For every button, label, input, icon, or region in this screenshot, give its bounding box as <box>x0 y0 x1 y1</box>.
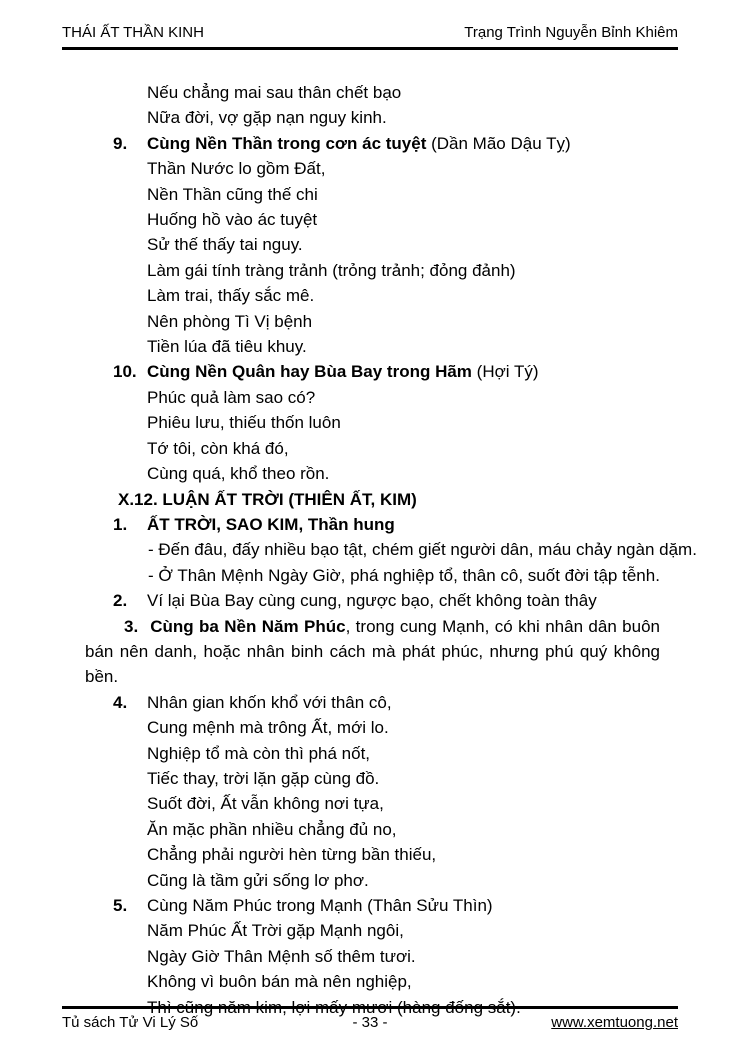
text-segment: Năm Phúc Ất Trời gặp Mạnh ngôi, <box>147 921 404 941</box>
text-line-item <box>113 893 660 918</box>
text-segment: Nếu chẳng mai sau thân chết bạo <box>147 83 402 102</box>
text-segment: (Dần Mão Dậu Tỵ) <box>426 133 571 153</box>
text-segment: Tớ tôi, còn khá đó, <box>147 438 289 458</box>
item-number: 2. <box>113 591 128 611</box>
text-segment: Không vì buôn bán mà nên nghiệp, <box>147 972 412 992</box>
text-line-sub <box>148 563 660 588</box>
text-segment: Thần Nước lo gồm Đất, <box>147 159 326 179</box>
text-line-poem <box>147 258 660 283</box>
text-line-para <box>85 614 660 690</box>
text-line-poem <box>147 283 660 308</box>
text-segment: Cung mệnh mà trông Ất, mới lo. <box>147 718 389 738</box>
text-segment: Cùng Nền Quân hay Bùa Bay trong Hãm <box>147 362 472 382</box>
text-segment: Ngày Giờ Thân Mệnh số thêm tươi. <box>147 946 416 966</box>
text-segment: Cũng là tầm gửi sống lơ phơ. <box>147 870 369 890</box>
text-line-item <box>113 690 660 715</box>
text-line-poem <box>147 436 660 461</box>
text-segment: Chẳng phải người hèn từng bần thiếu, <box>147 845 437 865</box>
text-segment: Làm gái tính tràng trảnh (trỏng trảnh; đỏng đảnh) <box>147 260 516 280</box>
page-header <box>62 24 678 50</box>
text-line-poem <box>147 410 660 435</box>
text-segment: - Ở Thân Mệnh Ngày Giờ, phá nghiệp tổ, thân cô, suốt đời tập tễnh. <box>148 565 660 585</box>
footer-series-title: Tủ sách Tử Vi Lý Số <box>62 1014 199 1031</box>
text-segment: ẤT TRỜI, SAO KIM, Thần hung <box>147 514 395 534</box>
text-segment: Cùng ba Nền Năm Phúc <box>150 616 346 636</box>
text-line-poem <box>147 334 660 359</box>
text-segment: Ăn mặc phần nhiều chẳng đủ no, <box>147 819 397 839</box>
item-number: 10. <box>113 362 137 382</box>
text-line-item <box>113 588 660 613</box>
document-body <box>85 80 697 1020</box>
footer-page-number: - 33 - <box>352 1014 388 1031</box>
header-book-title: THÁI ẤT THẦN KINH <box>62 24 204 41</box>
text-segment: (Hợi Tý) <box>471 362 539 382</box>
text-segment: Thì cũng năm kim, lợi mấy mươi (hàng đống sắt). <box>147 997 521 1017</box>
text-line-item <box>113 131 660 156</box>
text-line-sub <box>148 537 697 562</box>
text-line-item <box>113 359 660 384</box>
text-segment: Tiếc thay, trời lặn gặp cùng đồ. <box>147 768 380 788</box>
text-line-poem <box>147 791 660 816</box>
text-segment: , trong cung Mạnh, có khi nhân dân buôn bán nên danh, hoặc nhân binh cách mà phát phúc, nhưng phú quý không bền. <box>85 616 660 687</box>
text-line-poem <box>147 207 660 232</box>
text-line-poem <box>147 182 660 207</box>
item-number: 3. <box>124 616 139 636</box>
text-segment: Làm trai, thấy sắc mê. <box>147 286 315 306</box>
header-author: Trạng Trình Nguyễn Bỉnh Khiêm <box>464 24 678 41</box>
text-segment: Nhân gian khốn khổ với thân cô, <box>147 692 392 712</box>
text-line-poem <box>147 715 660 740</box>
footer-website-link[interactable]: www.xemtuong.net <box>551 1014 678 1031</box>
text-segment: Tiền lúa đã tiêu khuy. <box>147 337 307 357</box>
text-line-poem <box>147 80 660 105</box>
text-segment: Phúc quả làm sao có? <box>147 387 316 407</box>
text-segment: Nên phòng Tì Vị bệnh <box>147 311 313 331</box>
text-segment: Huống hồ vào ác tuyệt <box>147 210 318 230</box>
item-number: 4. <box>113 692 128 712</box>
text-line-heading <box>118 487 660 512</box>
text-segment: Cùng Năm Phúc trong Mạnh (Thân Sửu Thìn) <box>147 896 493 915</box>
text-segment: Ví lại Bùa Bay cùng cung, ngược bạo, chết không toàn thây <box>147 591 597 611</box>
text-segment: Cùng quá, khổ theo rồn. <box>147 464 330 484</box>
text-line-poem <box>147 918 660 943</box>
text-line-poem <box>147 944 660 969</box>
item-number: 5. <box>113 896 128 915</box>
text-segment: - Đến đâu, đấy nhiều bạo tật, chém giết người dân, máu chảy ngàn dặm. <box>148 540 697 560</box>
text-line-poem <box>147 461 660 486</box>
text-segment: Nền Thần cũng thế chi <box>147 184 318 204</box>
item-number: 1. <box>113 514 128 534</box>
text-line-poem <box>147 232 660 257</box>
text-segment: X.12. LUẬN ẤT TRỜI (THIÊN ẤT, KIM) <box>118 489 417 509</box>
page-footer <box>62 1006 678 1031</box>
text-segment: Nữa đời, vợ gặp nạn nguy kinh. <box>147 108 387 128</box>
text-line-poem <box>147 969 660 994</box>
text-segment: Sử thế thấy tai nguy. <box>147 235 303 255</box>
text-line-poem <box>147 868 660 893</box>
text-line-poem <box>147 156 660 181</box>
text-line-poem <box>147 741 660 766</box>
text-line-poem <box>147 385 660 410</box>
text-segment: Cùng Nền Thần trong cơn ác tuyệt <box>147 133 427 153</box>
text-segment: Phiêu lưu, thiếu thốn luôn <box>147 413 341 433</box>
text-line-poem <box>147 817 660 842</box>
text-segment: Suốt đời, Ất vẫn không nơi tựa, <box>147 794 384 814</box>
text-line-poem <box>147 309 660 334</box>
text-line-poem <box>147 842 660 867</box>
text-line-poem <box>147 766 660 791</box>
text-line-item <box>113 512 660 537</box>
text-segment: Nghiệp tổ mà còn thì phá nốt, <box>147 743 371 763</box>
text-line-poem <box>147 105 660 130</box>
item-number: 9. <box>113 133 128 153</box>
